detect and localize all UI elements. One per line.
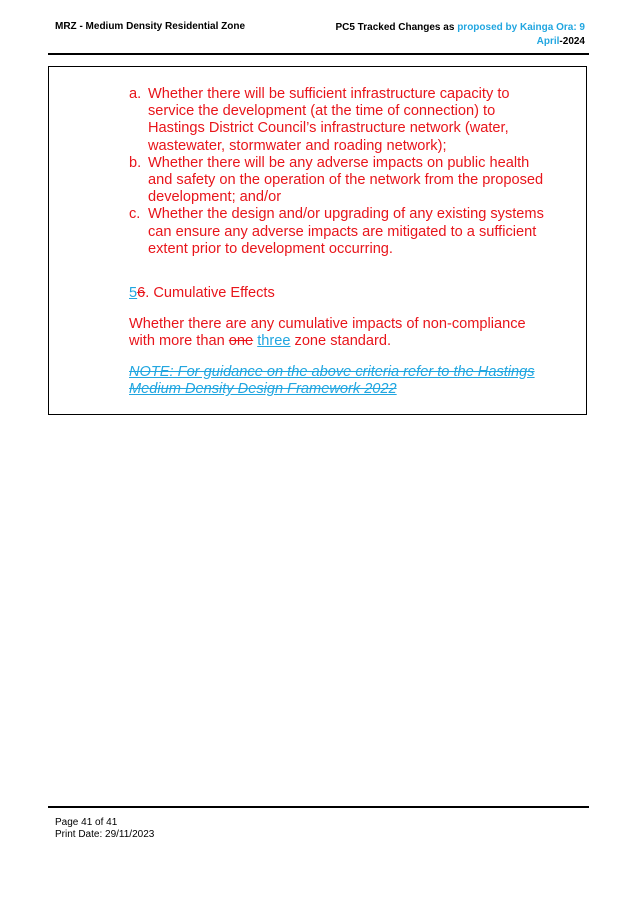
section-number-inserted: 5 <box>129 285 138 301</box>
page-number: Page 41 of 41 <box>55 817 118 828</box>
print-date: Print Date: 29/11/2023 <box>55 829 155 840</box>
header-proposed: proposed by Kainga Ora: 9 <box>457 22 585 33</box>
paragraph-deleted: one <box>228 333 254 350</box>
deleted-note: NOTE: For guidance on the above criteria refer to the Hastings Medium Density Design Framework 2022 <box>129 364 535 398</box>
criteria-text: Whether there will be any adverse impacts on public health and safety on the operation of the network from the proposed development; and/or <box>148 154 544 206</box>
paragraph-after: zone standard. <box>290 333 392 350</box>
paragraph-before: Whether there are any cumulative impacts of non-compliance with more than <box>129 316 526 350</box>
criteria-marker: a. <box>129 86 142 102</box>
header-month: April <box>536 36 560 47</box>
paragraph-inserted: three <box>257 333 291 350</box>
criteria-list <box>129 86 549 258</box>
footer <box>55 817 154 841</box>
section-heading <box>129 285 275 301</box>
criteria-marker: c. <box>129 206 141 223</box>
section-title: . Cumulative Effects <box>145 285 275 301</box>
criteria-text: Whether there will be sufficient infrastructure capacity to service the development (at the time of connection) to Hastings District Council’s infrastructure network (water, wastewater, stormwater and roading network); <box>148 86 510 154</box>
criteria-item <box>129 206 549 258</box>
section-number-deleted: 6 <box>137 285 146 301</box>
footer-rule <box>48 806 589 808</box>
criteria-item <box>129 155 549 207</box>
criteria-item <box>129 86 549 155</box>
header-title: MRZ - Medium Density Residential Zone <box>55 21 246 32</box>
cumulative-paragraph <box>129 316 539 350</box>
criteria-marker: b. <box>129 154 142 171</box>
header-year: -2024 <box>559 36 585 47</box>
header-rule <box>48 53 589 55</box>
header-tracked-changes <box>335 21 585 49</box>
criteria-text: Whether the design and/or upgrading of any existing systems can ensure any adverse impacts are mitigated to a sufficient extent prior to development occurring. <box>148 206 544 257</box>
header-prefix: PC5 Tracked Changes as <box>335 22 458 33</box>
